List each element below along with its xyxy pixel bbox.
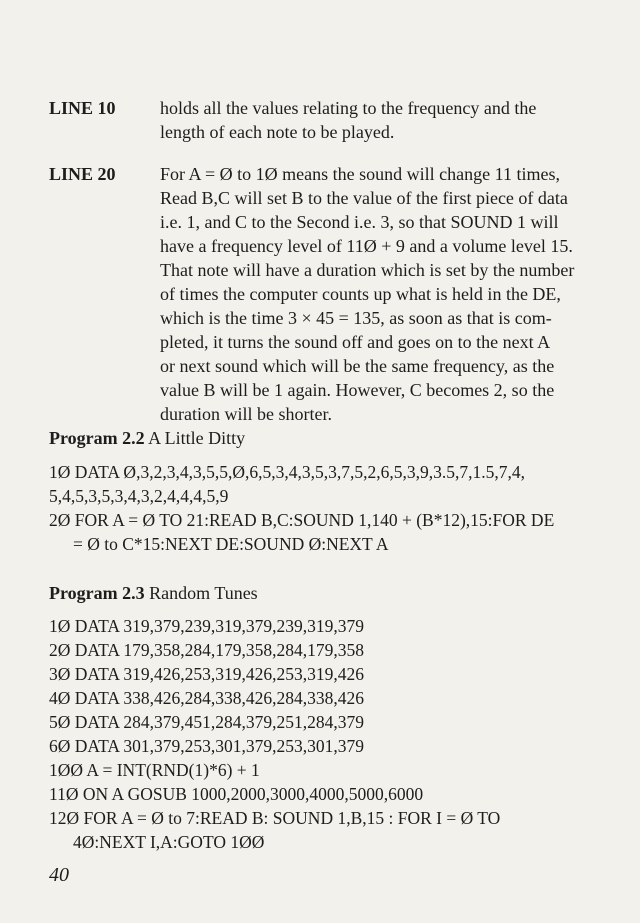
line-description [160,162,603,426]
text-line: pleted, it turns the sound off and goes on to the next A [160,332,551,352]
line-note-10 [49,96,609,144]
code-line: 4Ø:NEXT I,A:GOTO 1ØØ [73,832,265,852]
code-line: 1Ø DATA 319,379,239,319,379,239,319,379 [49,616,365,636]
code-line: 6Ø DATA 301,379,253,301,379,253,301,379 [49,736,365,756]
code-line: 5,4,5,3,5,3,4,3,2,4,4,4,5,9 [49,486,229,506]
program-title: A Little Ditty [148,428,246,448]
line-label: LINE 10 [49,98,116,118]
text-line: For A = Ø to 1Ø means the sound will change 11 times, [160,164,560,184]
code-line: 11Ø ON A GOSUB 1000,2000,3000,4000,5000,6000 [49,784,424,804]
text-line: of times the computer counts up what is held in the DE, [160,284,561,304]
line-note-20 [49,162,609,426]
code-line: = Ø to C*15:NEXT DE:SOUND Ø:NEXT A [73,534,389,554]
text-line: holds all the values relating to the frequency and the [160,98,537,118]
text-line: have a frequency level of 11Ø + 9 and a volume level 15. [160,236,573,256]
text-line: length of each note to be played. [160,122,395,142]
text-line: Read B,C will set B to the value of the first piece of data [160,188,568,208]
code-line: 5Ø DATA 284,379,451,284,379,251,284,379 [49,712,365,732]
text-line: which is the time 3 × 45 = 135, as soon as that is com- [160,308,552,328]
code-line: 1Ø DATA Ø,3,2,3,4,3,5,5,Ø,6,5,3,4,3,5,3,7,5,2,6,5,3,9,3.5,7,1.5,7,4, [49,462,525,482]
text-line: value B will be 1 again. However, C becomes 2, so the [160,380,555,400]
text-line: or next sound which will be the same frequency, as the [160,356,555,376]
code-line: 1ØØ A = INT(RND(1)*6) + 1 [49,760,260,780]
program-number: Program 2.3 [49,583,145,603]
text-line: i.e. 1, and C to the Second i.e. 3, so that SOUND 1 will [160,212,559,232]
code-line: 3Ø DATA 319,426,253,319,426,253,319,426 [49,664,365,684]
program-number: Program 2.2 [49,428,145,448]
program-heading [49,426,245,450]
code-line: 4Ø DATA 338,426,284,338,426,284,338,426 [49,688,365,708]
line-description [160,96,603,144]
program-listing [49,614,609,854]
program-title: Random Tunes [149,583,258,603]
code-line: 2Ø DATA 179,358,284,179,358,284,179,358 [49,640,365,660]
code-line: 12Ø FOR A = Ø to 7:READ B: SOUND 1,B,15 : FOR I = Ø TO [49,808,501,828]
program-heading [49,581,258,605]
text-line: duration will be shorter. [160,404,332,424]
program-listing [49,460,609,556]
page-number: 40 [49,864,69,886]
code-line: 2Ø FOR A = Ø TO 21:READ B,C:SOUND 1,140 + (B*12),15:FOR DE [49,510,555,530]
text-line: That note will have a duration which is set by the number [160,260,575,280]
line-label: LINE 20 [49,164,116,184]
